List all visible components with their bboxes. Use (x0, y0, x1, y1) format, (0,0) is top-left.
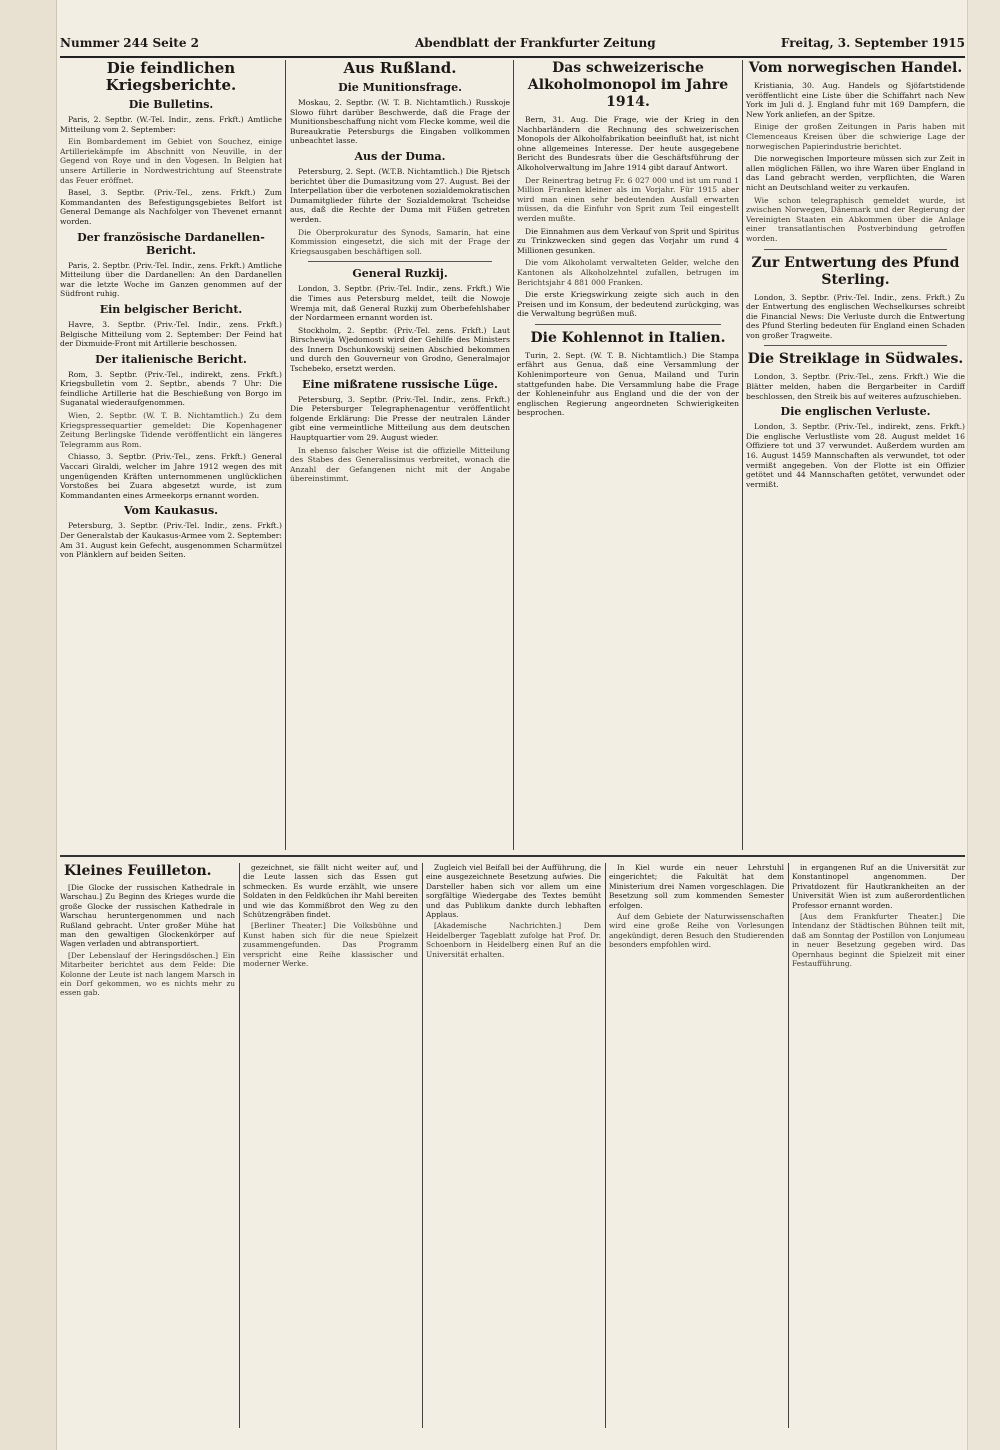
section-subheading: Ein belgischer Bericht. (99, 302, 243, 316)
section-subheading: General Ruzkij. (352, 267, 448, 281)
article-paragraph: Moskau, 2. Septbr. (W. T. B. Nichtamtlich.) Russkoje Slowo führt darüber Beschwerde, daß die Frage der Munitionsbeschaffung nicht vom Flecke komme, weil die Bureaukratie Petersburgs die Eingaben vollkommen unbeachtet lasse. (290, 98, 510, 146)
article-paragraph: Paris, 2. Septbr. (W.-Tel. Indir., zens. Frkft.) Amtliche Mitteilung vom 2. September: (60, 115, 282, 134)
article-paragraph: Die erste Kriegswirkung zeigte sich auch in den Preisen und im Konsum, der bedeutend zurückging, was die Verwaltung begrüßen muß. (517, 290, 739, 319)
column-rule (239, 863, 240, 1428)
column-rule (605, 863, 606, 1428)
article-separator (764, 249, 947, 250)
article-paragraph: Turin, 2. Sept. (W. T. B. Nichtamtlich.) Die Stampa erfährt aus Genua, daß eine Versammlung der Kohlenimporteure von Genua, Mailand und Turin stattgefunden habe. Die Versammlung habe die Frage der Kohleneinfuhr aus England und die der von der englischen Regierung angeordneten Schwierigkeiten besprochen. (517, 350, 739, 418)
issue-date: Freitag, 3. September 1915 (780, 36, 965, 50)
section-subheading: Die Bulletins. (128, 98, 214, 111)
section-subheading: Eine mißratene russische Lüge. (302, 377, 498, 391)
column-rule (513, 60, 514, 850)
column-rule (742, 60, 743, 850)
article-norwegischer-handel (746, 60, 965, 850)
article-paragraph: Die Oberprokuratur des Synods, Samarin, hat eine Kommission eingesetzt, die sich mit der Frage der Kriegsausgaben beschäftigen soll. (290, 227, 510, 256)
article-paragraph: Kristiania, 30. Aug. Handels og Sjöfartstidende veröffentlicht eine Liste über die Schiffahrt nach New York im Juli d. J. England fuhr mit 169 Dampfern, die New York anliefen, an der Spitze. (746, 81, 965, 119)
section-subheading: Die englischen Verluste. (780, 405, 931, 419)
page-number: Nummer 244 Seite 2 (60, 36, 200, 50)
feuilleton-paragraph: In Kiel wurde ein neuer Lehrstuhl eingerichtet; die Fakultät hat dem Ministerium drei Namen vorgeschlagen. Die Besetzung soll zum kommenden Semester erfolgen. (609, 863, 784, 910)
feuilleton-column (243, 863, 418, 1428)
feuilleton-paragraph: [Aus dem Frankfurter Theater.] Die Intendanz der Städtischen Bühnen teilt mit, daß am Sonntag der Postillon von Lonjumeau in neuer Besetzung gegeben wird. Das Opernhaus beginnt die Spielzeit mit einer Festaufführung. (792, 912, 965, 969)
feuilleton-paragraph: [Die Glocke der russischen Kathedrale in Warschau.] Zu Beginn des Krieges wurde die große Glocke der russischen Kathedrale in Warschau heruntergenommen und nach Rußland gebracht. Unter großer Mühe hat man den gewaltigen Glockenkörper auf Wagen verladen und abtransportiert. (60, 883, 235, 949)
section-subheading: Der französische Dardanellen-Bericht. (77, 230, 265, 257)
article-paragraph: Basel, 3. Septbr. (Priv.-Tel., zens. Frkft.) Zum Kommandanten des Befestigungsgebietes Belfort ist General Demange als Nachfolger von Thevenet ernannt worden. (60, 188, 282, 226)
column-rule (285, 60, 286, 850)
section-subheading: Vom Kaukasus. (124, 504, 218, 518)
article-headline: Das schweizerische Alkoholmonopol im Jahre 1914. (527, 60, 729, 110)
article-headline: Die Kohlennot in Italien. (530, 329, 726, 346)
feuilleton-paragraph: gezeichnet, sie fällt nicht weiter auf, und die Leute lassen sich das Essen gut schmecken. Es wurde erzählt, wie unsere Soldaten in den Feldküchen ihr Mahl bereiten und wie das Kommißbrot den Weg zu den Schützengräben findet. (243, 863, 418, 920)
section-subheading: Die Munitionsfrage. (338, 81, 462, 94)
article-separator (308, 261, 492, 262)
article-paragraph: Die norwegischen Importeure müssen sich zur Zeit in allen möglichen Fällen, wo ihre Waren über England in das Land gebracht werden, verpflichten, die Waren nicht an Deutschland weiter zu verkaufen. (746, 154, 965, 192)
article-feindliche-kriegsberichte (60, 60, 282, 850)
feuilleton-paragraph: in ergangenen Ruf an die Universität zur Konstantinopel angenommen. Der Privatdozent für Hautkrankheiten an der Universität Wien ist zum außerordentlichen Professor ernannt worden. (792, 863, 965, 910)
article-paragraph: Ein Bombardement im Gebiet von Souchez, einige Artilleriekämpfe im Abschnitt von Neuville, in der Gegend von Roye und in den Vogesen. In Belgien hat unsere Artillerie in Nordwestrichtung auf Steenstrate das Feuer eröffnet. (60, 137, 282, 185)
article-paragraph: Petersburg, 2. Sept. (W.T.B. Nichtamtlich.) Die Rjetsch berichtet über die Dumasitzung vom 27. August. Bei der Interpellation über die verbotenen sozialdemokratischen Dumamitglieder führte der Sozialdemokrat Tscheidse aus, daß die Rechte der Duma mit Füßen getreten werden. (290, 166, 510, 224)
masthead (60, 30, 965, 58)
article-paragraph: Paris, 2. Septbr. (Priv.-Tel. Indir., zens. Frkft.) Amtliche Mitteilung über die Dardanellen: An den Dardanellen war die letzte Woche im Ganzen genommen auf der Südfront ruhig. (60, 260, 282, 299)
article-aus-russland (290, 60, 510, 850)
article-headline: Die feindlichen Kriegsberichte. (105, 60, 237, 94)
article-alkoholmonopol (517, 60, 739, 850)
page-left-margin (0, 0, 57, 1450)
feuilleton-paragraph: [Der Lebenslauf der Heringsdöschen.] Ein Mitarbeiter berichtet aus dem Felde: Die Kolonne der Leute ist nach langem Marsch in ein Dorf gekommen, wo es nichts mehr zu essen gab. (60, 950, 235, 998)
newspaper-title: Abendblatt der Frankfurter Zeitung (415, 36, 656, 50)
article-paragraph: London, 3. Septbr. (Priv.-Tel. Indir., zens. Frkft.) Zu der Entwertung des englischen Wechselkurses schreibt die Financial News: Die Verluste durch die Entwertung des Pfund Sterling bedeuten für England einen Schaden von großer Tragweite. (746, 292, 965, 340)
article-paragraph: Die vom Alkoholamt verwalteten Gelder, welche den Kantonen als Alkoholzehntel zufallen, betrugen im Berichtsjahr 4 881 000 Franken. (517, 258, 739, 287)
section-subheading: Der italienische Bericht. (95, 352, 247, 366)
feuilleton-paragraph: [Berliner Theater.] Die Volksbühne und Kunst haben sich für die neue Spielzeit zusammengefunden. Das Programm verspricht eine Reihe klassischer und moderner Werke. (243, 921, 418, 969)
article-paragraph: London, 3. Septbr. (Priv.-Tel., zens. Frkft.) Wie die Blätter melden, haben die Bergarbeiter in Cardiff beschlossen, den Streik bis auf weiteres aufzuschieben. (746, 372, 965, 401)
article-paragraph: Wie schon telegraphisch gemeldet wurde, ist zwischen Norwegen, Dänemark und der Regierung der Vereinigten Staaten ein Abkommen über die Anlage einer transatlantischen Postverbindung getroffen worden. (746, 195, 965, 243)
article-paragraph: Stockholm, 2. Septbr. (Priv.-Tel. zens. Frkft.) Laut Birschewija Wjedomosti wird der Gehilfe des Ministers des Innern Dschunkowskij seinen Abschied bekommen und durch den Gouverneur von Grodno, Generalmajor Tschebeko, ersetzt werden. (290, 325, 510, 374)
article-paragraph: Havre, 3. Septbr. (Priv.-Tel. Indir., zens. Frkft.) Belgische Mitteilung vom 2. September: Der Feind hat der Dixmuide-Front mit Artillerie beschossen. (60, 319, 282, 349)
article-paragraph: Petersburg, 3. Septbr. (Priv.-Tel. Indir., zens. Frkft.) Der Generalstab der Kaukasus-Armee vom 2. September: Am 31. August kein Gefecht, ausgenommen Scharmützel von Plänklern auf beiden Seiten. (60, 521, 282, 560)
article-paragraph: Bern, 31. Aug. Die Frage, wie der Krieg in den Nachbarländern die Rechnung des schweizerischen Monopols der Alkoholfabrikation beeinflußt hat, ist nicht ohne allgemeines Interesse. Der heute ausgegebene Bericht des Bundesrats über die Geschäftsführung der Alkoholverwaltung im Jahre 1914 gibt darauf Antwort. (517, 115, 739, 172)
page-right-margin (967, 0, 1000, 1450)
article-headline: Die Streiklage in Südwales. (747, 351, 964, 368)
article-paragraph: Einige der großen Zeitungen in Paris haben mit Clemenceaus Kreisen über die schwierige Lage der norwegischen Papierindustrie berichtet. (746, 122, 965, 151)
article-headline: Vom norwegischen Handel. (748, 60, 963, 76)
feuilleton-section (60, 855, 965, 1432)
article-paragraph: Petersburg, 3. Septbr. (Priv.-Tel. Indir., zens. Frkft.) Die Petersburger Telegraphenagentur veröffentlicht folgende Erklärung: Die Presse der neutralen Länder gibt eine vermeintliche Mitteilung aus dem deutschen Hauptquartier vom 29. August wieder. (290, 394, 510, 443)
column-rule (422, 863, 423, 1428)
article-paragraph: London, 3. Septbr. (Priv.-Tel. Indir., zens. Frkft.) Wie die Times aus Petersburg meldet, teilt die Nowoje Wremja mit, daß General Ruzkij zum Oberbefehlshaber der Nordarmeen ernannt worden ist. (290, 284, 510, 323)
feuilleton-column (60, 863, 235, 1428)
article-separator (764, 345, 947, 346)
article-headline: Zur Entwertung des Pfund Sterling. (751, 254, 960, 288)
article-paragraph: Rom, 3. Septbr. (Priv.-Tel., indirekt, zens. Frkft.) Kriegsbulletin vom 2. Septbr., abends 7 Uhr: Die feindliche Artillerie hat die Beschießung von Borgo im Suganatal wiederaufgenommen. (60, 369, 282, 408)
article-paragraph: London, 3. Septbr. (Priv.-Tel., indirekt, zens. Frkft.) Die englische Verlustliste vom 28. August meldet 16 Offiziere tot und 37 verwundet. Außerdem wurden am 16. August 1459 Mannschaften als verwundet, tot oder vermißt angegeben. Von der Flotte ist ein Offizier getötet und 44 Mannschaften getötet, verwundet oder vermißt. (746, 422, 965, 489)
feuilleton-column (426, 863, 601, 1428)
feuilleton-column (792, 863, 965, 1428)
article-paragraph: Der Reinertrag betrug Fr. 6 027 000 und ist um rund 1 Million Franken kleiner als im Vorjahr. Für 1915 aber wird man einen sehr bedeutenden Ausfall erwarten müssen, da die Einfuhr von Sprit zum Teil eingestellt werden mußte. (517, 175, 739, 223)
feuilleton-paragraph: Zugleich viel Beifall bei der Aufführung, die eine ausgezeichnete Besetzung aufwies. Die Darsteller haben sich vor allem um eine sorgfältige Wiedergabe des Textes bemüht und das Publikum dankte durch lebhaften Applaus. (426, 863, 601, 920)
article-separator (535, 324, 721, 325)
article-paragraph: Chiasso, 3. Septbr. (Priv.-Tel., zens. Frkft.) General Vaccari Giraldi, welcher im Jahre 1912 wegen des mit ungenügenden Kräften unternommenen unglücklichen Vorstoßes bei Zuara abgesetzt wurde, ist zum Kommandanten eines Armeekorps ernannt worden. (60, 452, 282, 500)
feuilleton-column (609, 863, 784, 1428)
article-headline: Aus Rußland. (343, 60, 457, 77)
feuilleton-title: Kleines Feuilleton. (64, 863, 212, 879)
article-paragraph: In ebenso falscher Weise ist die offizielle Mitteilung des Stabes des Generalissimus verbreitet, wonach die Anzahl der Gefangenen nicht mit der Angabe übereinstimmt. (290, 445, 510, 484)
article-paragraph: Wien, 2. Septbr. (W. T. B. Nichtamtlich.) Zu dem Kriegspressequartier gemeldet: Die Kopenhagener Zeitung Berlingske Tidende veröffentlicht ein längeres Telegramm aus Rom. (60, 411, 282, 449)
column-rule (788, 863, 789, 1428)
article-paragraph: Die Einnahmen aus dem Verkauf von Sprit und Spiritus zu Trinkzwecken sind gegen das Vorjahr um rund 4 Millionen gesunken. (517, 226, 739, 255)
feuilleton-paragraph: [Akademische Nachrichten.] Dem Heidelberger Tageblatt zufolge hat Prof. Dr. Schoenborn in Heidelberg einen Ruf an die Universität erhalten. (426, 921, 601, 959)
feuilleton-paragraph: Auf dem Gebiete der Naturwissenschaften wird eine große Reihe von Vorlesungen angekündigt, deren Besuch den Studierenden besonders empfohlen wird. (609, 912, 784, 950)
section-subheading: Aus der Duma. (354, 149, 446, 163)
